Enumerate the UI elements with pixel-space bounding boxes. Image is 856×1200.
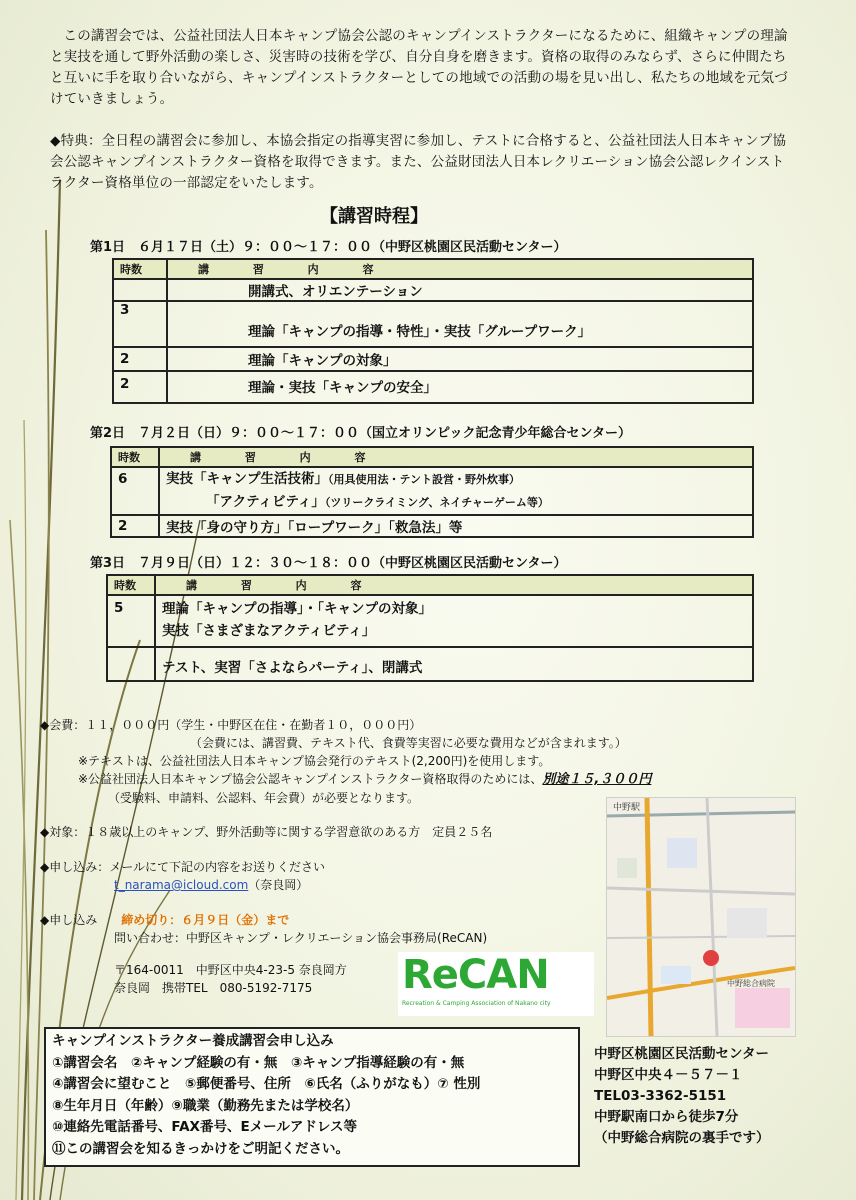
table-cell-hours: 2 [113, 371, 167, 403]
application-item: ①講習会名 ②キャンプ経験の有・無 ③キャンプ指導経験の有・無 [52, 1054, 465, 1071]
hours-header: 時数 [111, 447, 159, 467]
intro-section [50, 26, 790, 194]
apply-method [40, 858, 325, 894]
venue-map [606, 797, 796, 1037]
email-note: （奈良岡） [248, 878, 309, 892]
apply-line: ◆申し込み：メールにて下記の内容をお送りください [40, 860, 325, 874]
table-cell-hours [113, 279, 167, 301]
fee-note: （会費には、講習費、テキスト代、食費等実習に必要な費用などが含まれます。） [190, 736, 627, 750]
application-title: キャンプインストラクター養成講習会申し込み [52, 1033, 334, 1049]
table-cell-content: 理論・実技「キャンプの安全」 [167, 371, 753, 403]
activity-line: 理論「キャンプの指導」・「キャンプの対象」 [162, 601, 432, 617]
activity-note: （用具使用法・テント設営・野外炊事） [328, 473, 520, 486]
activity-line: 実技「さまざまなアクティビティ」 [162, 623, 376, 639]
day3-table [106, 574, 754, 682]
activity-note: （ツリークライミング、ネイチャーゲーム等） [324, 496, 549, 509]
day2-heading: 第2日 ７月２日（日）９：００～１７：００（国立オリンピック記念青少年総合センター） [90, 426, 632, 441]
day2-table [110, 446, 754, 538]
fee-line: ◆会費：１１，０００円（学生・中野区在住・在勤者１０，０００円） [40, 718, 422, 732]
target-text: ◆対象：１８歳以上のキャンプ、野外活動等に関する学習意欲のある方 定員２５名 [40, 825, 493, 839]
table-cell-content [155, 595, 753, 647]
venue-note: （中野総合病院の裏手です） [594, 1130, 770, 1146]
table-cell-hours [107, 647, 155, 681]
day3-heading: 第3日 ７月９日（日）１２：３０～１８：００（中野区桃園区民活動センター） [90, 556, 567, 571]
map-label: 中野駅 [613, 803, 641, 813]
venue-name: 中野区桃園区民活動センター [594, 1046, 769, 1062]
table-cell-content: 開講式、オリエンテーション [167, 279, 753, 301]
table-cell-content: 実技「身の守り方」「ロープワーク」「救急法」等 [159, 515, 753, 537]
hours-header: 時数 [107, 575, 155, 595]
application-item: ⑪この講習会を知るきっかけをご明記ください。 [52, 1140, 349, 1157]
application-item: ⑧生年月日（年齢）⑨職業（勤務先または学校名） [52, 1097, 359, 1114]
table-cell-content [159, 467, 753, 515]
content-header: 講 習 内 容 [155, 575, 753, 595]
venue-info [594, 1044, 770, 1149]
venue-address: 中野区中央４－５７－１ [594, 1067, 743, 1083]
table-cell-hours: 5 [107, 595, 155, 647]
qualification-note: ※公益社団法人日本キャンプ協会公認キャンプインストラクター資格取得のためには、別途１５,３００円 [78, 772, 652, 787]
text-note: ※テキストは、公益社団法人日本キャンプ協会発行のテキスト(2,200円)を使用します。 [78, 754, 551, 768]
intro-paragraph: この講習会では、公益社団法人日本キャンプ協会公認のキャンプインストラクターになるために、組織キャンプの理論と実技を通して野外活動の楽しさ、災害時の技術を学び、自分自身を磨きます。資格の取得のみならず、さらに仲間たちと互いに手を取り合いながら、キャンプインストラクターとしての地域での活動の場を見い出し、私たちの地域を元気づけていきましょう。 [50, 28, 788, 107]
table-cell-hours: 6 [111, 467, 159, 515]
logo-wordmark: ReCAN [402, 952, 549, 998]
day1-table [112, 258, 754, 404]
contact-phone: 奈良岡 携帯TEL 080‐5192‐7175 [114, 981, 313, 995]
contact-text: 問い合わせ：中野区キャンプ・レクリエーション協会事務局(ReCAN) [114, 931, 488, 945]
venue-access: 中野駅南口から徒歩7分 [594, 1109, 739, 1125]
deadline-text: 締め切り：６月９日（金）まで [121, 913, 290, 927]
content-header: 講 習 内 容 [159, 447, 753, 467]
logo-tagline: Recreation & Camping Association of Nakano city [402, 1000, 551, 1007]
hours-header: 時数 [113, 259, 167, 279]
table-cell-content: テスト、実習「さよならパーティ」、閉講式 [155, 647, 753, 681]
application-item: ⑩連絡先電話番号、FAX番号、Eメールアドレス等 [52, 1119, 358, 1135]
contact-address: 〒164-0011 中野区中央4-23-5 奈良岡方 [114, 963, 347, 977]
venue-tel: TEL03‐3362‐5151 [594, 1088, 727, 1104]
benefit-paragraph: ◆特典：全日程の講習会に参加し、本協会指定の指導実習に参加し、テストに合格すると、公益社団法人日本キャンプ協会公認キャンプインストラクター資格を取得できます。また、公益財団法人日本レクリエーション協会公認レクインストラクター資格単位の一部認定をいたします。 [50, 133, 787, 191]
activity-line: 実技「キャンプ生活技術」 [166, 471, 328, 487]
map-label: 中野総合病院 [727, 979, 775, 988]
extra-fee: 別途１５,３００円 [542, 772, 652, 787]
contact-email-link[interactable]: t_narama@icloud.com [114, 878, 249, 892]
activity-line: 「アクティビティ」 [206, 494, 325, 510]
table-cell-hours: 3 [113, 301, 167, 347]
content-header: 講 習 内 容 [167, 259, 753, 279]
recan-logo [398, 952, 594, 1016]
application-box [44, 1027, 580, 1167]
schedule-title: 【講習時程】 [320, 206, 428, 227]
table-cell-hours: 2 [113, 347, 167, 371]
application-item: ④講習会に望むこと ⑤郵便番号、住所 ⑥氏名（ふりがなも）⑦ 性別 [52, 1076, 481, 1092]
table-cell-hours: 2 [111, 515, 159, 537]
table-cell-content: 理論「キャンプの指導・特性」・実技「グループワーク」 [167, 301, 753, 347]
day1-heading: 第1日 ６月１７日（土）９：００～１７：００（中野区桃園区民活動センター） [90, 240, 567, 255]
fee-breakdown: （受験料、申請料、公認料、年会費）が必要となります。 [108, 791, 420, 805]
table-cell-content: 理論「キャンプの対象」 [167, 347, 753, 371]
map-graphic [607, 798, 795, 1036]
deadline-label: ◆申し込み [40, 913, 98, 927]
fee-section [40, 716, 651, 807]
